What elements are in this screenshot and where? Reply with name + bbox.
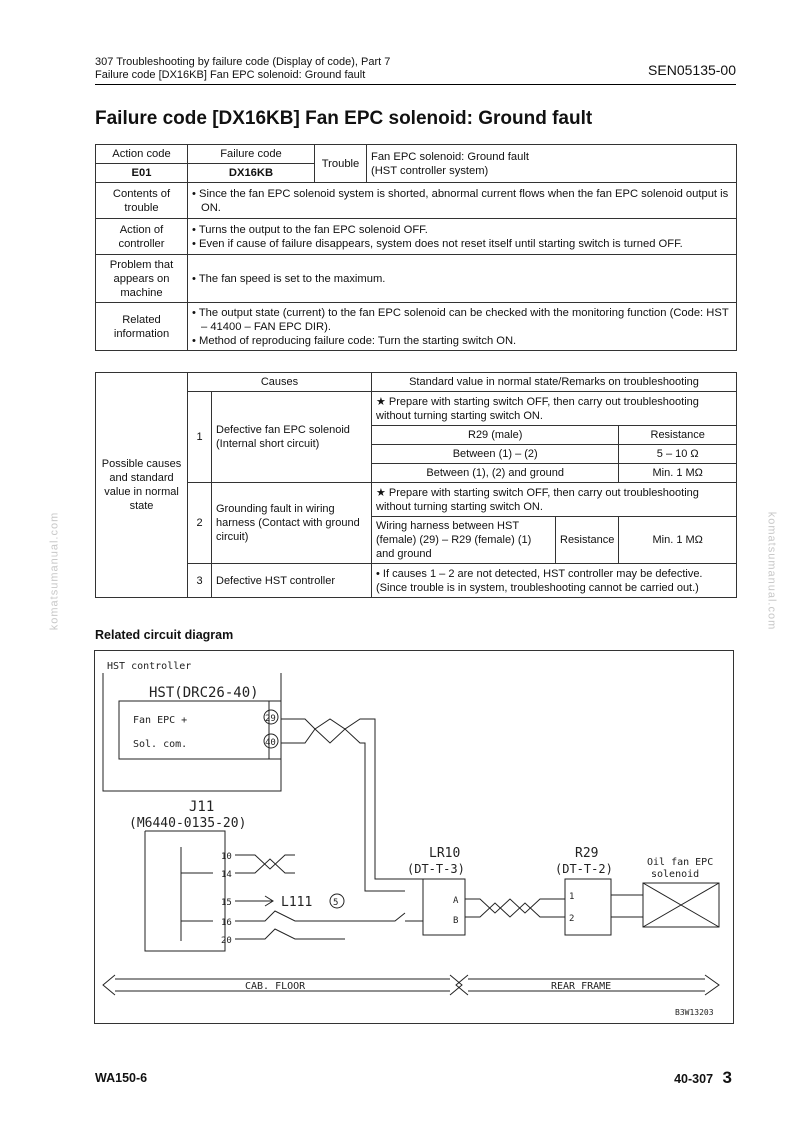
trouble-line-2: (HST controller system) — [371, 164, 489, 177]
wire-40 — [281, 729, 405, 891]
lr10-pin: B — [453, 916, 459, 926]
wire-j11-16 — [235, 911, 405, 921]
r29-pin: 1 — [569, 892, 575, 902]
lr10-body — [423, 879, 465, 935]
page-number-block — [674, 1068, 732, 1088]
failure-code-label: Failure code — [188, 145, 315, 164]
running-header — [95, 56, 390, 82]
header-rule — [95, 84, 736, 85]
wire-lr10-a — [465, 899, 565, 913]
solenoid-label-2: solenoid — [651, 869, 700, 880]
circuit-diagram — [94, 650, 734, 1024]
standard-value-header: Standard value in normal state/Remarks on troubleshooting — [372, 373, 737, 392]
trouble-line-1: Fan EPC solenoid: Ground fault — [371, 150, 529, 163]
hst-connector-outline — [119, 701, 281, 759]
hst-connector-label: HST(DRC26-40) — [149, 685, 259, 701]
trouble-description — [367, 145, 737, 183]
wire-j11-10 — [235, 855, 295, 869]
check-point: Wiring harness between HST (female) (29) – R29 (female) (1) and ground — [372, 517, 556, 564]
cause-number: 2 — [188, 483, 212, 564]
check-point: Between (1), (2) and ground — [372, 464, 619, 483]
page-number: 3 — [722, 1068, 732, 1087]
r29-label: R29 — [575, 846, 599, 861]
j11-label: J11 — [189, 799, 215, 815]
contents-item: • Since the fan EPC solenoid system is shorted, abnormal current flows when the fan EPC solenoid output is ON. — [192, 187, 729, 214]
circuit-svg — [95, 651, 733, 1023]
model-name: WA150-6 — [95, 1071, 148, 1085]
header-line-2: Failure code [DX16KB] Fan EPC solenoid: Ground fault — [95, 69, 366, 81]
causes-table — [95, 372, 737, 598]
standard-value: Min. 1 MΩ — [619, 464, 737, 483]
j11-frame — [145, 831, 225, 951]
cab-floor-label: CAB. FLOOR — [245, 981, 306, 992]
hst-controller-label: HST controller — [107, 661, 192, 672]
r29-pin: 2 — [569, 914, 575, 924]
resistance-header: Resistance — [556, 517, 619, 564]
page-title: Failure code [DX16KB] Fan EPC solenoid: Ground fault — [95, 108, 593, 129]
watermark-left: komatsumanual.com — [48, 511, 61, 631]
watermark-right: komatsumanual.com — [765, 511, 778, 631]
l111-ref: 5 — [333, 898, 339, 908]
hst-connector-box — [119, 701, 269, 759]
possible-causes-label: Possible causes and standard value in normal state — [96, 373, 188, 598]
trouble-label: Trouble — [315, 145, 367, 183]
cause-name: Defective HST controller — [212, 564, 372, 598]
action-item: • Even if cause of failure disappears, system does not reset itself until starting switch is turned OFF. — [192, 237, 683, 250]
resistance-header: Resistance — [619, 426, 737, 445]
cause-name: Defective fan EPC solenoid (Internal short circuit) — [212, 392, 372, 483]
area-arrow-right — [705, 975, 719, 995]
solenoid-label-1: Oil fan EPC — [647, 857, 714, 868]
action-item: • Turns the output to the fan EPC solenoid OFF. — [192, 223, 428, 236]
lr10-label: LR10 — [429, 846, 461, 861]
j11-pin: 15 — [221, 898, 232, 908]
figure-code: B3W13203 — [675, 1008, 714, 1017]
check-point: Between (1) – (2) — [372, 445, 619, 464]
pin-40: 40 — [265, 738, 276, 748]
cause-name: Grounding fault in wiring harness (Contact with ground circuit) — [212, 483, 372, 564]
check-point-header: R29 (male) — [372, 426, 619, 445]
header-line-1: 307 Troubleshooting by failure code (Display of code), Part 7 — [95, 56, 391, 68]
wire-j11-20 — [235, 929, 345, 939]
related-text — [188, 303, 737, 351]
l111-label: L111 — [281, 895, 313, 910]
area-arrow-left — [103, 975, 115, 995]
wire-lr10-b — [465, 903, 565, 917]
action-label: Action of controller — [96, 219, 188, 255]
action-text — [188, 219, 737, 255]
j11-pin: 10 — [221, 852, 232, 862]
circuit-section-title: Related circuit diagram — [95, 628, 234, 642]
pin-29: 29 — [265, 714, 276, 724]
r29-body — [565, 879, 611, 935]
fan-epc-label: Fan EPC + — [133, 715, 188, 726]
cause-note: ★ Prepare with starting switch OFF, then carry out troubleshooting without turning starting switch ON. — [372, 483, 737, 517]
cause-number: 3 — [188, 564, 212, 598]
failure-code-value: DX16KB — [188, 164, 315, 183]
causes-header: Causes — [188, 373, 372, 392]
related-item: • Method of reproducing failure code: Turn the starting switch ON. — [192, 334, 517, 347]
page-code: 40-307 — [674, 1072, 714, 1086]
j11-part: (M6440-0135-20) — [129, 816, 247, 831]
r29-part: (DT-T-2) — [555, 862, 613, 876]
cause-note: • If causes 1 – 2 are not detected, HST controller may be defective. (Since trouble is in system, troubleshooting cannot be carried out.) — [372, 564, 737, 598]
j11-pin: 16 — [221, 918, 232, 928]
lr10-pin: A — [453, 896, 459, 906]
wire-j11-14 — [235, 859, 295, 873]
lr10-part: (DT-T-3) — [407, 862, 465, 876]
j11-pin: 14 — [221, 870, 232, 880]
failure-info-table — [95, 144, 737, 351]
problem-label: Problem that appears on machine — [96, 255, 188, 303]
action-code-label: Action code — [96, 145, 188, 164]
rear-frame-label: REAR FRAME — [551, 981, 612, 992]
contents-text — [188, 183, 737, 219]
standard-value: Min. 1 MΩ — [619, 517, 737, 564]
j11-pin: 20 — [221, 936, 232, 946]
sol-com-label: Sol. com. — [133, 739, 188, 750]
contents-label: Contents of trouble — [96, 183, 188, 219]
related-label: Related information — [96, 303, 188, 351]
problem-text — [188, 255, 737, 303]
related-item: • The output state (current) to the fan EPC solenoid can be checked with the monitoring function (Code: HST – 41400 – FAN EPC DIR). — [192, 306, 729, 333]
standard-value: 5 – 10 Ω — [619, 445, 737, 464]
problem-item: • The fan speed is set to the maximum. — [192, 272, 386, 285]
document-code: SEN05135-00 — [648, 62, 736, 78]
cause-note: ★ Prepare with starting switch OFF, then carry out troubleshooting without turning starting switch ON. — [372, 392, 737, 426]
action-code-value: E01 — [96, 164, 188, 183]
cause-number: 1 — [188, 392, 212, 483]
